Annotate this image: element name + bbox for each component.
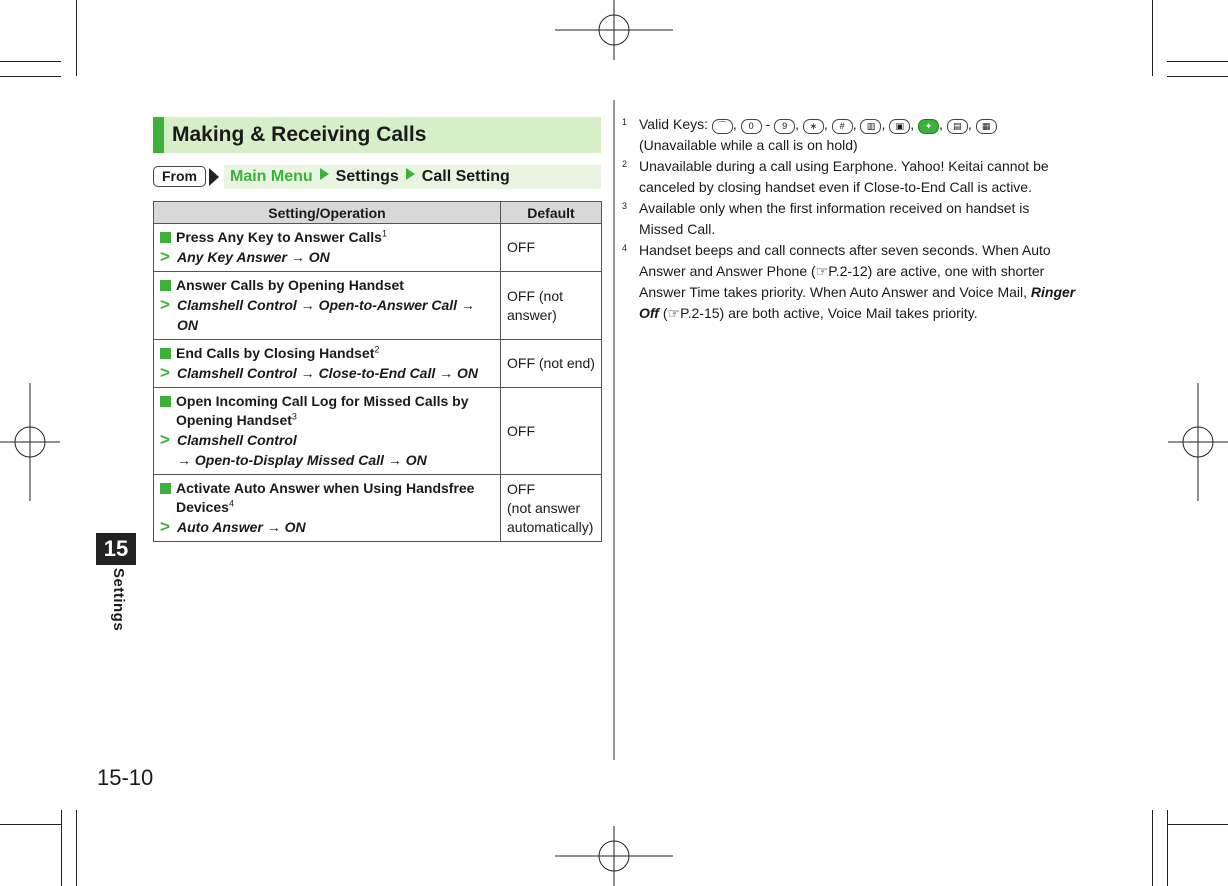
footnote-3 [622,198,1077,240]
footnote-ref: 1 [381,228,387,239]
chevron-right-icon: > [160,363,170,382]
setting-title [160,276,496,295]
footnote-emphasis: Ringer Off [639,284,1076,321]
mail-key-icon: ▥ [860,119,881,134]
registration-mark-bottom [555,826,673,886]
footnote-2 [622,156,1077,198]
page-ref-icon: ☞ [815,263,829,279]
registration-mark-left [0,383,60,501]
key-9-icon: 9 [774,119,795,134]
crop-mark [1167,824,1228,825]
menu-path [224,165,601,189]
key-0-icon: 0 [741,119,762,134]
bullet-square-icon [160,483,171,494]
table-header-row [154,202,602,224]
default-text: OFF [507,480,535,497]
crop-mark [1167,61,1228,62]
default-cell [501,475,602,542]
crop-mark [76,0,77,76]
footnote-text: ( [658,305,668,321]
setting-title [160,479,496,517]
crop-mark [1167,76,1228,77]
footnote-text: Unavailable during a call using Earphone. Yahoo! Keitai cannot be canceled by closing handset even if Close-to-End Call is active. [639,158,1049,195]
footnote-number: 1 [622,117,628,127]
from-badge: From [153,166,206,187]
table-row [154,272,602,340]
default-text: (not answer [507,499,581,516]
path-settings: Settings [335,168,399,185]
bullet-square-icon [160,280,171,291]
setting-title-text: Open Incoming Call Log for Missed Calls by Opening Handset [176,393,469,428]
send-key-icon: ⌒ [712,119,733,134]
bullet-square-icon [160,232,171,243]
header-default: Default [501,202,602,224]
footnote-text: ) are active, one with shorter Answer Time takes priority. When Auto Answer and Voice Mail, [639,263,1045,300]
default-text: automatically) [507,518,594,535]
page-ref-icon: ☞ [667,305,681,321]
hash-key-icon: # [832,119,853,134]
table-row [154,475,602,542]
footnote-number: 3 [622,201,628,211]
memo-key-icon: ▦ [976,119,997,134]
crop-mark [1167,810,1168,886]
setting-cell [154,388,501,475]
footnote-number: 4 [622,243,628,253]
page-number: 15-10 [97,765,154,790]
crop-mark [76,810,77,886]
footnote-4 [622,240,1077,324]
chapter-number: 15 [96,533,136,565]
table-row [154,224,602,272]
multi-selector-key-icon: ✦ [918,119,939,134]
setting-title-text: Press Any Key to Answer Calls [176,229,382,245]
setting-title [160,392,496,430]
footnote-text: (Unavailable while a call is on hold) [639,137,858,153]
section-title: Making & Receiving Calls [153,117,601,153]
operation-text: Clamshell Control → Open-to-Answer Call → ON [177,297,475,333]
chevron-right-icon: > [160,430,170,449]
page-reference-link[interactable]: P.2-12 [828,263,868,279]
default-cell: OFF [501,224,602,272]
path-arrow-icon [406,168,415,180]
footnote-ref: 3 [291,411,297,422]
crop-mark [0,824,61,825]
crop-mark [61,810,62,886]
table-row [154,388,602,475]
column-divider [613,100,615,760]
camera-key-icon: ▣ [889,119,910,134]
operation-line [160,517,496,537]
operation-line [160,247,496,267]
crop-mark [1152,0,1153,76]
registration-mark-top [555,0,673,60]
crop-mark [1152,810,1153,886]
setting-title [160,344,496,363]
operation-line [160,363,496,383]
footnote-ref: 2 [374,344,380,355]
footnote-text: Valid Keys: [639,116,708,132]
page-reference-link[interactable]: P.2-15 [680,305,720,321]
setting-cell [154,340,501,388]
footnote-text: Handset beeps and call connects after seven seconds. When Auto Answer and Answer Phone ( [639,242,1051,279]
setting-cell [154,224,501,272]
range-dash: - [765,116,771,132]
operation-text: Any Key Answer → ON [177,249,330,265]
path-arrow-icon [320,168,329,180]
default-cell: OFF [501,388,602,475]
path-call-setting: Call Setting [421,168,510,185]
crop-mark [0,61,61,62]
setting-title [160,228,496,247]
operation-text: Clamshell Control → Close-to-End Call → ON [177,365,479,381]
bullet-square-icon [160,396,171,407]
operation-line [160,430,496,470]
setting-cell [154,475,501,542]
chevron-right-icon: > [160,517,170,536]
chevron-right-icon: > [160,247,170,266]
footnotes [622,114,1077,324]
footnote-ref: 4 [228,498,234,509]
chevron-right-icon: > [160,295,170,314]
operation-text: → Open-to-Display Missed Call → ON [177,452,427,468]
setting-title-text: End Calls by Closing Handset [176,345,375,361]
operation-text: Clamshell Control [177,432,297,448]
chapter-label: Settings [110,568,127,632]
default-cell: OFF (not answer) [501,272,602,340]
default-cell: OFF (not end) [501,340,602,388]
footnote-text: Available only when the first information received on handset is Missed Call. [639,200,1030,237]
footnote-1: 1 Valid Keys: ⌒ , 0 - 9 , ∗ , # , ▥ , ▣ , ✦ , ▤ , ▦ (Unavailable while a call is on hold) [622,114,1077,156]
crop-mark [0,76,61,77]
setting-cell [154,272,501,340]
footnote-text: ) are both active, Voice Mail takes priority. [719,305,978,321]
setting-title-text: Activate Auto Answer when Using Handsfree Devices [176,480,475,515]
operation-line [160,295,496,335]
settings-table [153,201,602,542]
tv-key-icon: ▤ [947,119,968,134]
setting-title-text: Answer Calls by Opening Handset [176,277,404,293]
bullet-square-icon [160,348,171,359]
from-arrow-icon [209,168,219,186]
registration-mark-right [1168,383,1228,501]
footnote-number: 2 [622,159,628,169]
header-setting-operation: Setting/Operation [154,202,501,224]
operation-text: Auto Answer → ON [177,519,306,535]
table-row [154,340,602,388]
star-key-icon: ∗ [803,119,824,134]
path-main-menu: Main Menu [230,168,313,185]
